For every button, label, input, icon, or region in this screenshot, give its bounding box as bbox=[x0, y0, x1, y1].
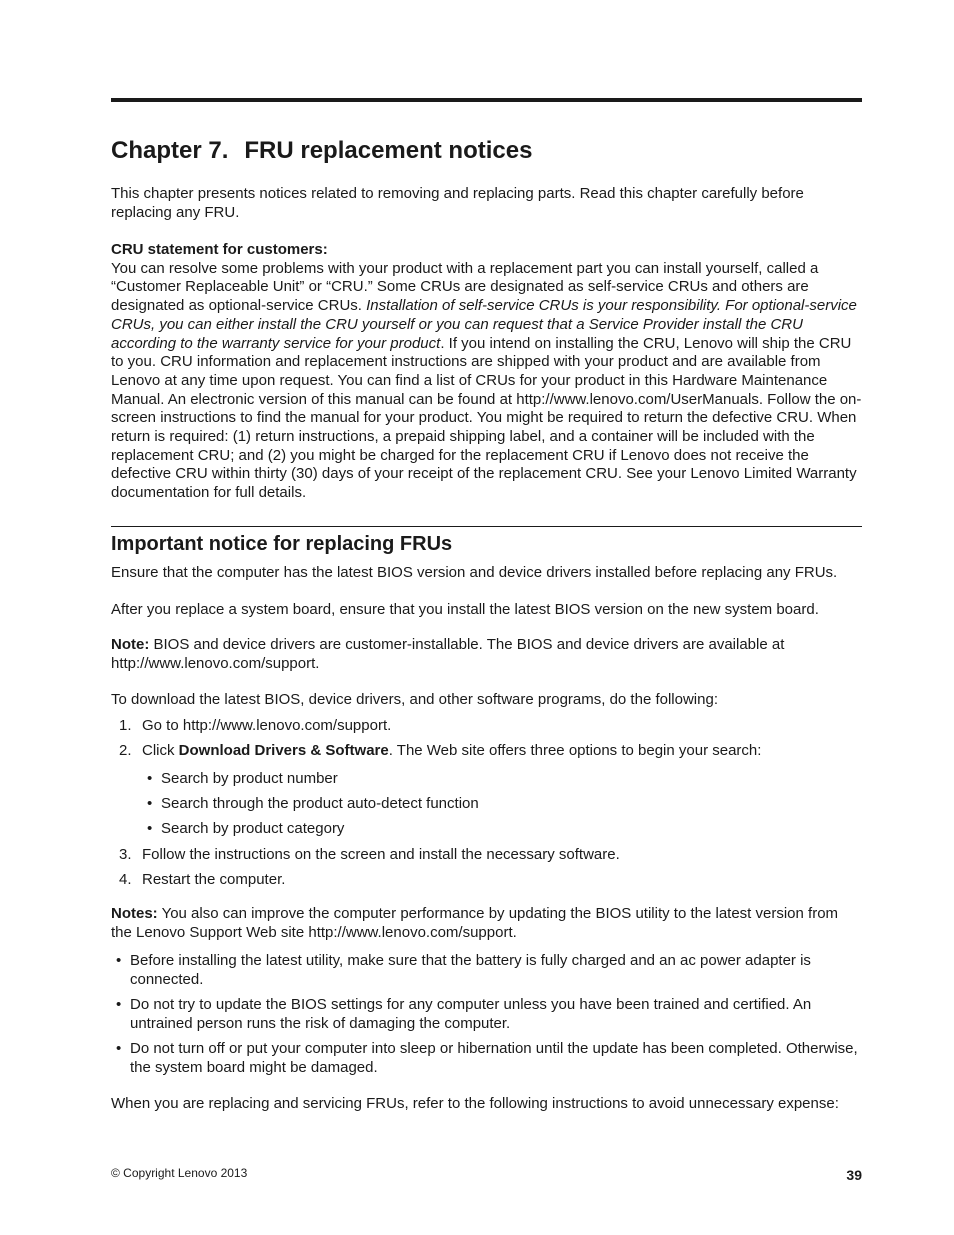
search-option-text: Search through the product auto-detect function bbox=[161, 795, 479, 812]
step-number: 1. bbox=[119, 717, 132, 734]
section-rule bbox=[111, 526, 862, 527]
step-text: Follow the instructions on the screen and install the necessary software. bbox=[142, 846, 620, 863]
step-bold-text: Download Drivers & Software bbox=[178, 742, 389, 759]
section-para-1: Ensure that the computer has the latest BIOS version and device drivers installed before replacing any FRUs. bbox=[111, 564, 838, 581]
step-text: Restart the computer. bbox=[142, 871, 286, 888]
notes-bullet-text: Do not turn off or put your computer into sleep or hibernation until the update has been completed. Otherwise, the system board might be damaged. bbox=[130, 1040, 858, 1076]
step-item bbox=[119, 871, 870, 890]
notes-text: You also can improve the computer performance by updating the BIOS utility to the latest version from the Lenovo Support Web site http://www.lenovo.com/support. bbox=[111, 905, 839, 941]
cru-text-part2: . If you intend on installing the CRU, Lenovo will ship the CRU to you. CRU information and replacement instructions are shipped with your product and are available from Lenovo at any time upon request. You can find a list of CRUs for your product in this Hardware Maintenance Manual. An electronic version of this manual can be found at http://www.lenovo.com/UserManuals. Follow the on-screen instructions to find the manual for your product. You might be required to return the defective CRU. When return is required: (1) return instructions, a prepaid shipping label, and a container will be included with the replacement CRU; and (2) you might be charged for the replacement CRU if Lenovo does not receive the defective CRU within thirty (30) days of your receipt of the replacement CRU. See your Lenovo Limited Warranty documentation for full details. bbox=[111, 334, 862, 502]
step-text: . The Web site offers three options to begin your search: bbox=[388, 742, 762, 759]
bullet-icon: • bbox=[147, 820, 153, 837]
note-text: BIOS and device drivers are customer-installable. The BIOS and device drivers are available at http://www.lenovo.com/support. bbox=[111, 636, 785, 672]
search-option-item bbox=[147, 795, 861, 814]
notes-bullet-item bbox=[116, 996, 862, 1033]
step-number: 2. bbox=[119, 742, 132, 759]
search-option-item bbox=[147, 820, 861, 839]
cru-heading: CRU statement for customers: bbox=[111, 241, 328, 258]
chapter-label: Chapter 7. bbox=[111, 137, 229, 164]
chapter-heading bbox=[111, 136, 532, 166]
bullet-icon: • bbox=[116, 952, 122, 969]
notes-bullet-text: Do not try to update the BIOS settings for any computer unless you have been trained and certified. An untrained person runs the risk of damaging the computer. bbox=[130, 996, 812, 1032]
cru-body bbox=[111, 260, 862, 503]
step-item bbox=[119, 846, 870, 865]
step-number: 4. bbox=[119, 871, 132, 888]
page-number: 39 bbox=[846, 1167, 862, 1183]
top-rule bbox=[111, 98, 862, 102]
notes-bullet-item bbox=[116, 1040, 862, 1077]
search-option-text: Search by product number bbox=[161, 770, 338, 787]
step-text: Go to http://www.lenovo.com/support. bbox=[142, 717, 392, 734]
note-label: Note: bbox=[111, 636, 150, 653]
notes-paragraph bbox=[111, 905, 862, 942]
closing-paragraph: When you are replacing and servicing FRUs, refer to the following instructions to avoid unnecessary expense: bbox=[111, 1095, 839, 1112]
copyright-footer: © Copyright Lenovo 2013 bbox=[111, 1166, 248, 1180]
chapter-title: FRU replacement notices bbox=[244, 137, 533, 164]
section-title: Important notice for replacing FRUs bbox=[111, 533, 453, 555]
intro-paragraph: This chapter presents notices related to removing and replacing parts. Read this chapter carefully before replacing any FRU. bbox=[111, 185, 804, 221]
cru-text-part1: You can resolve some problems with your product with a replacement part you can install yourself, called a “Customer Replaceable Unit” or “CRU.” Some CRUs are designated as self-service CRUs and others are designated as optional-service CRUs. bbox=[111, 259, 819, 315]
bullet-icon: • bbox=[116, 996, 122, 1013]
search-option-text: Search by product category bbox=[161, 820, 345, 837]
step-item bbox=[119, 742, 870, 761]
cru-statement bbox=[111, 241, 862, 503]
bullet-icon: • bbox=[147, 770, 153, 787]
step-text: Click bbox=[142, 742, 179, 759]
notes-label: Notes: bbox=[111, 905, 158, 922]
cru-text-italic: Installation of self-service CRUs is your responsibility. For optional-service CRUs, you can either install the CRU yourself or you can request that a Service Provider install the CRU according to the warranty service for your product bbox=[111, 297, 857, 352]
notes-bullet-item bbox=[116, 952, 862, 989]
search-option-item bbox=[147, 770, 861, 789]
bullet-icon: • bbox=[147, 795, 153, 812]
download-intro: To download the latest BIOS, device drivers, and other software programs, do the following: bbox=[111, 691, 718, 708]
step-number: 3. bbox=[119, 846, 132, 863]
step-item bbox=[119, 717, 870, 736]
note-paragraph bbox=[111, 636, 862, 673]
notes-bullet-text: Before installing the latest utility, make sure that the battery is fully charged and an ac power adapter is connected. bbox=[130, 952, 811, 988]
section-para-2: After you replace a system board, ensure that you install the latest BIOS version on the new system board. bbox=[111, 601, 819, 618]
bullet-icon: • bbox=[116, 1040, 122, 1057]
